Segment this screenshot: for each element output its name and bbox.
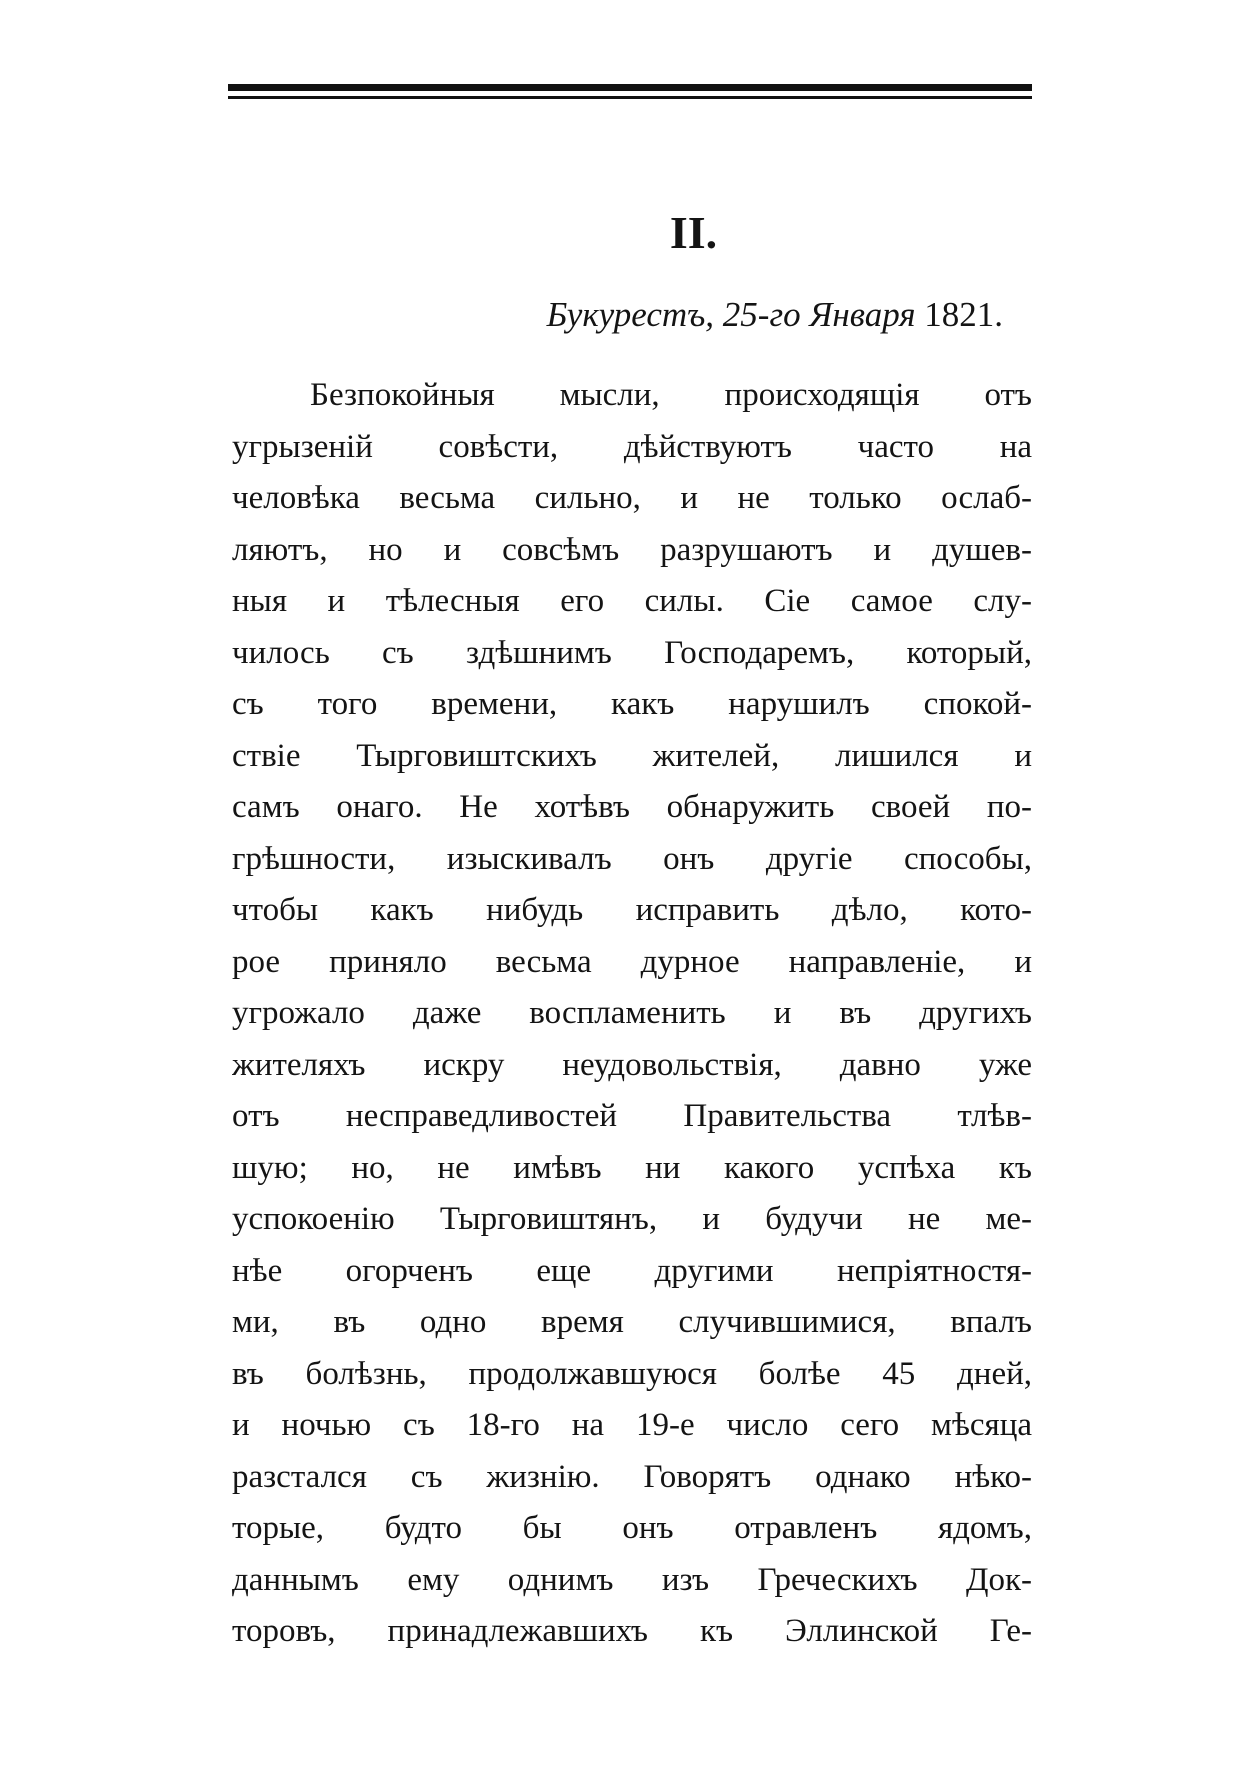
paragraph <box>232 370 1032 1658</box>
chapter-number: II. <box>669 207 718 258</box>
paragraph-line: и ночью съ 18-го на 19-е число сего мѣсяца <box>232 1407 1032 1443</box>
dateline-place-date: Букурестъ, 25-го Января <box>546 295 916 334</box>
paragraph-line: угрызеній совѣсти, дѣйствуютъ часто на <box>232 428 1032 465</box>
paragraph-line: нѣе огорченъ еще другими непріятностя- <box>232 1252 1032 1289</box>
header-rule-thick <box>228 84 1032 91</box>
paragraph-line: шую; но, не имѣвъ ни какого успѣха къ <box>232 1149 1032 1186</box>
paragraph-line: грѣшности, изыскивалъ онъ другіе способы, <box>232 840 1032 877</box>
paragraph-line: человѣка весьма сильно, и не только ослаб- <box>232 480 1032 516</box>
paragraph-line: Безпокойныя мысли, происходящія отъ <box>310 377 1032 413</box>
paragraph-line: ляютъ, но и совсѣмъ разрушаютъ и душев- <box>232 531 1032 568</box>
paragraph-line: даннымъ ему однимъ изъ Греческихъ Док- <box>232 1561 1032 1598</box>
paragraph-line: отъ несправедливостей Правительства тлѣв- <box>232 1098 1032 1134</box>
paragraph-line: ми, въ одно время случившимися, впалъ <box>232 1304 1032 1340</box>
paragraph-line: ныя и тѣлесныя его силы. Сіе самое слу- <box>232 583 1032 619</box>
paragraph-line: чтобы какъ нибудь исправить дѣло, кото- <box>232 892 1032 928</box>
header-rule-thin <box>228 96 1032 99</box>
paragraph-line: ствіе Тырговиштскихъ жителей, лишился и <box>232 737 1032 774</box>
paragraph-line: жителяхъ искру неудовольствія, давно уже <box>232 1046 1032 1083</box>
paragraph-line: въ болѣзнь, продолжавшуюся болѣе 45 дней, <box>232 1355 1032 1392</box>
paragraph-line: торые, будто бы онъ отравленъ ядомъ, <box>232 1510 1032 1546</box>
dateline-year: 1821. <box>924 295 1003 334</box>
paragraph-line: самъ онаго. Не хотѣвъ обнаружить своей по- <box>232 789 1032 825</box>
paragraph-line: угрожало даже воспламенить и въ другихъ <box>232 995 1032 1031</box>
dateline <box>547 293 1003 337</box>
paragraph-line: торовъ, принадлежавшихъ къ Эллинской Ге- <box>232 1613 1032 1649</box>
paragraph-line: успокоенію Тырговиштянъ, и будучи не ме- <box>232 1201 1032 1237</box>
paragraph-line: чилось съ здѣшнимъ Господаремъ, который, <box>232 634 1032 671</box>
paragraph-line: разстался съ жизнію. Говорятъ однако нѣко- <box>232 1458 1032 1495</box>
paragraph-line: рое приняло весьма дурное направленіе, и <box>232 943 1032 980</box>
paragraph-line: съ того времени, какъ нарушилъ спокой- <box>232 686 1032 722</box>
